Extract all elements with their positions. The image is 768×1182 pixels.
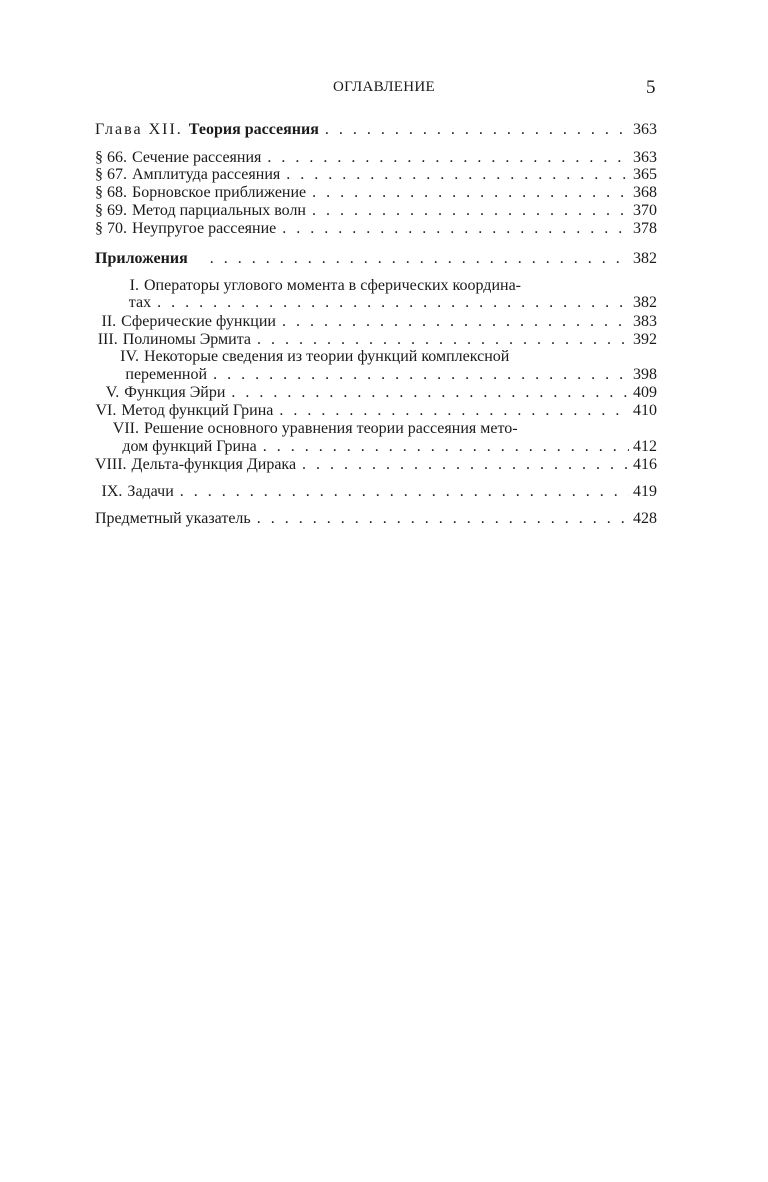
section-title: Сечение рассеяния xyxy=(132,149,262,166)
appendix-page: 382 xyxy=(633,250,657,267)
toc-appendix-item[interactable] xyxy=(95,313,657,331)
leader-dots xyxy=(213,366,629,384)
index-page: 428 xyxy=(633,510,657,527)
toc-appendix-item-continuation[interactable] xyxy=(95,438,657,456)
leader-dots xyxy=(279,402,629,420)
toc-appendix-item[interactable] xyxy=(95,420,657,438)
running-header-title: ОГЛАВЛЕНИЕ xyxy=(333,79,435,95)
appendix-item-number: III. xyxy=(97,331,118,348)
page-number: 5 xyxy=(646,77,656,98)
toc-section-entry[interactable] xyxy=(95,149,657,167)
section-number: § 69. xyxy=(95,202,127,219)
leader-dots xyxy=(325,121,629,139)
appendix-item-title: Метод функций Грина xyxy=(121,402,274,419)
leader-dots xyxy=(257,510,629,528)
appendix-item-page: 382 xyxy=(633,294,657,311)
chapter-title: Теория рассеяния xyxy=(188,121,319,138)
toc-appendix-item[interactable] xyxy=(95,384,657,402)
appendix-item-title: Функция Эйри xyxy=(124,384,226,401)
section-page: 368 xyxy=(633,184,657,201)
appendix-item-title: Дельта-функция Дирака xyxy=(131,456,297,473)
appendix-item-page: 412 xyxy=(633,438,657,455)
appendix-item-page: 398 xyxy=(633,366,657,383)
leader-dots xyxy=(231,384,629,402)
appendix-item-title-continued: тах xyxy=(128,294,152,311)
toc-appendix-item[interactable] xyxy=(95,348,657,366)
leader-dots xyxy=(282,220,629,238)
appendix-item-title: Полиномы Эрмита xyxy=(122,331,252,348)
toc-section-entry[interactable] xyxy=(95,184,657,202)
appendix-item-number: IV. xyxy=(120,348,139,365)
appendix-item-title: Сферические функции xyxy=(121,313,276,330)
toc-appendix-item[interactable] xyxy=(95,331,657,349)
toc-appendix-item[interactable] xyxy=(95,277,657,295)
toc-appendix-item[interactable] xyxy=(95,456,657,474)
section-page: 370 xyxy=(633,202,657,219)
appendix-item-number: VIII. xyxy=(95,456,127,473)
section-title: Метод парциальных волн xyxy=(132,202,306,219)
appendix-item-number: IX. xyxy=(101,483,123,500)
toc-appendix-item-continuation[interactable] xyxy=(95,366,657,384)
section-title: Неупругое рассеяние xyxy=(132,220,277,237)
appendix-item-title-continued: дом функций Грина xyxy=(122,438,257,455)
appendix-item-number: II. xyxy=(101,313,117,330)
section-number: § 67. xyxy=(95,166,127,183)
section-number: § 66. xyxy=(95,149,127,166)
leader-dots xyxy=(180,483,629,501)
toc-appendix-item-continuation[interactable] xyxy=(95,294,657,312)
chapter-prefix: Глава XII. xyxy=(95,121,183,138)
toc-appendix-item[interactable] xyxy=(95,483,657,501)
toc-section-entry[interactable] xyxy=(95,166,657,184)
appendix-item-title: Некоторые сведения из теории функций комплексной xyxy=(144,348,510,365)
appendix-item-page: 416 xyxy=(633,456,657,473)
section-number: § 70. xyxy=(95,220,127,237)
appendix-item-title: Решение основного уравнения теории рассеяния мето- xyxy=(144,420,518,437)
appendix-item-title: Операторы углового момента в сферических координа- xyxy=(144,277,521,294)
toc-index-entry[interactable] xyxy=(95,510,657,528)
leader-dots xyxy=(263,438,629,456)
toc-section-entry[interactable] xyxy=(95,202,657,220)
leader-dots xyxy=(157,294,629,312)
toc-section-entry[interactable] xyxy=(95,220,657,238)
section-page: 363 xyxy=(633,149,657,166)
toc-appendix-entry[interactable] xyxy=(95,250,657,268)
chapter-page: 363 xyxy=(633,121,657,138)
appendix-item-page: 383 xyxy=(633,313,657,330)
section-page: 378 xyxy=(633,220,657,237)
leader-dots xyxy=(312,202,629,220)
section-title: Борновское приближение xyxy=(132,184,307,201)
section-title: Амплитуда рассеяния xyxy=(132,166,281,183)
leader-dots xyxy=(210,250,629,268)
appendix-item-page: 419 xyxy=(633,483,657,500)
toc-appendix-item[interactable] xyxy=(95,402,657,420)
appendix-item-title: Задачи xyxy=(127,483,174,500)
leader-dots xyxy=(267,149,629,167)
leader-dots xyxy=(312,184,629,202)
index-title: Предметный указатель xyxy=(95,510,251,527)
appendix-item-page: 409 xyxy=(633,384,657,401)
appendix-item-title-continued: переменной xyxy=(125,366,208,383)
toc-chapter-entry[interactable] xyxy=(95,121,657,139)
section-page: 365 xyxy=(633,166,657,183)
appendix-item-number: VII. xyxy=(112,420,139,437)
leader-dots xyxy=(257,331,629,349)
leader-dots xyxy=(282,313,629,331)
leader-dots xyxy=(302,456,629,474)
appendix-item-number: V. xyxy=(105,384,120,401)
appendix-item-page: 410 xyxy=(633,402,657,419)
appendix-item-number: VI. xyxy=(95,402,117,419)
leader-dots xyxy=(286,166,629,184)
section-number: § 68. xyxy=(95,184,127,201)
appendix-item-number: I. xyxy=(129,277,139,294)
appendix-item-page: 392 xyxy=(633,331,657,348)
appendix-title: Приложения xyxy=(95,250,188,267)
